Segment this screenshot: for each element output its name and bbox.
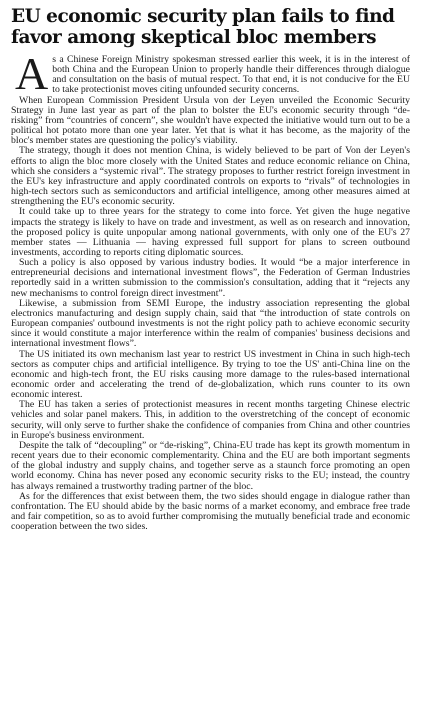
paragraph-von-der-leyen-strategy: When European Commission President Ursula von der Leyen unveiled the Economic Security Strategy in June last year as part of the plan to bolster the EU's economic security through “de-risking” from “countries of concern”, she wouldn't have expected the initiative would turn out to be a political hot potato more than one year later. Yet that is what it has become, as the majority of the bloc's member states are questioning the policy's viability.: [11, 94, 410, 147]
paragraph-semi-europe: Likewise, a submission from SEMI Europe, the industry association representing the global electronics manufacturing and design supply chain, said that “the introduction of state controls on European companies' outbound investments is not the right policy path to achieve economic security since it would constitute a major interference within the realm of companies' business decisions and international investment flows”.: [11, 297, 410, 350]
paragraph-industry-opposition: Such a policy is also opposed by various industry bodies. It would “be a major interference in entrepreneurial decisions and international investment flows”, the Federation of German Industries reportedly said in a written submission to the commission's consultation, adding that it “rejects any new mechanisms to control foreign direct investment”.: [11, 257, 410, 299]
lead-paragraph-text: s a Chinese Foreign Ministry spokesman stressed earlier this week, it is in the interest of both China and the European Union to properly handle their differences through dialogue and consultation on the basis of mutual respect. To that end, it is not conducive for the EU to take protectionist moves citing unfounded security concerns.: [52, 54, 410, 96]
lead-paragraph: [11, 48, 410, 99]
paragraph-strategy-aims: The strategy, though it does not mention China, is widely believed to be part of Von der Leyen's efforts to align the bloc more closely with the United States and reduce economic reliance on China, which she considers a “systemic rival”. The strategy proposes to further restrict foreign investment in the EU's key infrastructure and apply coordinated controls on exports to “rivals” of technologies in high-tech sectors such as semiconductors and artificial intelligence, among other measures aimed at strengthening the EU's economic security.: [11, 145, 410, 208]
paragraph-three-years: It could take up to three years for the strategy to come into force. Yet given the huge negative impacts the strategy is likely to have on trade and investment, as well as on research and innovation, the proposed policy is quite unpopular among national governments, with only one of the EU's 27 member states — Lithuania — having expressed full support for plans to screen outbound investments, according to reports citing diplomatic sources.: [11, 206, 410, 258]
paragraph-trade-momentum: Despite the talk of “decoupling” or “de-risking”, China-EU trade has kept its growth momentum in recent years due to their economic complementarity. China and the EU are both important segments of the global industry and supply chains, and together serve as a staunch force promoting an open world economy. China has never posed any economic security risks to the EU; instead, the country has always remained a trustworthy trading partner of the bloc.: [11, 439, 410, 492]
drop-cap: A: [15, 48, 49, 99]
headline: EU economic security plan fails to find favor among skeptical bloc members: [11, 6, 395, 48]
paragraph-us-mechanism: The US initiated its own mechanism last year to restrict US investment in China in such high-tech sectors as computer chips and artificial intelligence. By trying to toe the US' anti-China line on the economic and high-tech front, the EU risks causing more damage to the rules-based international economic order and accelerating the trend of de-globalization, which runs counter to its own economic interest.: [11, 348, 410, 401]
article-body: [11, 48, 410, 533]
paragraph-protectionist-measures: The EU has taken a series of protectionist measures in recent months targeting Chinese electric vehicles and solar panel makers. This, in addition to the overstretching of the concept of economic security, will only serve to further shake the confidence of companies from China and other countries in Europe's business environment.: [11, 399, 410, 441]
paragraph-dialogue: As for the differences that exist between them, the two sides should engage in dialogue rather than confrontation. The EU should abide by the basic norms of a market economy, and embrace free trade and fair competition, so as to avoid further compromising the mutually beneficial trade and economic cooperation between the two sides.: [11, 490, 410, 533]
